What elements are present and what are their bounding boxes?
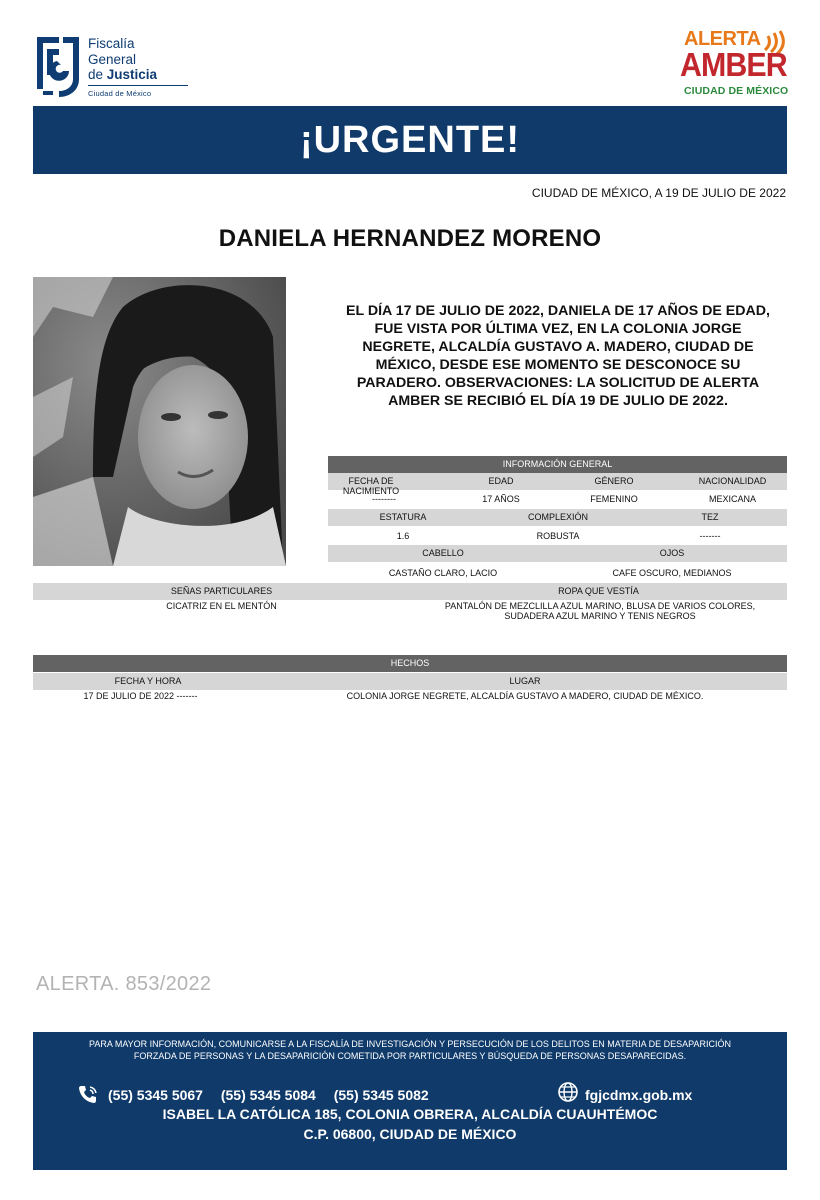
alert-number: ALERTA. 853/2022 [36, 973, 212, 995]
missing-person-photo [33, 277, 286, 566]
amber-city-text: CIUDAD DE MÉXICO [684, 85, 789, 97]
value-tez: ------- [699, 531, 721, 541]
header-fecha-hora: FECHA Y HORA [114, 676, 182, 686]
fgj-subtitle: Ciudad de México [88, 89, 152, 98]
urgent-banner [33, 106, 787, 174]
hechos-header [33, 673, 787, 690]
value-edad: 17 AÑOS [482, 494, 520, 504]
urgent-title: ¡URGENTE! [299, 118, 521, 161]
fgj-line3-bold: Justicia [106, 67, 158, 82]
footer-phones [108, 1087, 443, 1103]
value-complexion: ROBUSTA [536, 531, 580, 541]
fgj-emblem-icon [33, 33, 83, 99]
value-estatura: 1.6 [396, 531, 410, 541]
header-genero: GÉNERO [594, 476, 634, 486]
date-line: CIUDAD DE MÉXICO, A 19 DE JULIO DE 2022 [531, 186, 786, 200]
fgj-divider [88, 85, 188, 86]
value-fecha-nacimiento: -------- [372, 494, 396, 504]
amber-alerta-text: ALERTA [684, 28, 761, 50]
info-row4-header [33, 583, 787, 600]
info-row1-header [328, 473, 787, 496]
footer-info [33, 1038, 787, 1062]
phone-icon [77, 1084, 99, 1104]
header-complexion: COMPLEXIÓN [527, 512, 588, 522]
header-tez: TEZ [701, 512, 719, 522]
globe-icon [557, 1081, 579, 1103]
case-description: EL DÍA 17 DE JULIO DE 2022, DANIELA DE 17 AÑOS DE EDAD, FUE VISTA POR ÚLTIMA VEZ, EN LA COLONIA JORGE NEGRETE, ALCALDÍA GUSTAVO A. MADERO, CIUDAD DE MÉXICO, DESDE ESE MOMENTO SE DESCONOCE SU PARADERO. OBSERVACIONES: LA SOLICITUD DE ALERTA AMBER SE RECIBIÓ EL DÍA 19 DE JULIO DE 2022. [346, 303, 770, 409]
photo-image [33, 277, 286, 566]
header-ojos: OJOS [659, 548, 685, 558]
value-fecha-hora: 17 DE JULIO DE 2022 ------- [83, 691, 198, 701]
header-fecha-nacimiento: FECHA DE NACIMIENTO [342, 476, 400, 496]
fgj-logo [33, 33, 173, 103]
footer-postal: C.P. 06800, CIUDAD DE MÉXICO [303, 1126, 517, 1142]
footer [33, 1032, 787, 1170]
info-row2-header [328, 509, 787, 526]
footer-website[interactable]: fgjcdmx.gob.mx [585, 1087, 693, 1103]
phone-number-3[interactable]: (55) 5345 5082 [333, 1087, 429, 1103]
value-genero: FEMENINO [590, 494, 638, 504]
phone-number-2[interactable]: (55) 5345 5084 [220, 1087, 316, 1103]
header-nacionalidad: NACIONALIDAD [698, 476, 767, 486]
fgj-line2: General [88, 51, 137, 67]
phone-number-1[interactable]: (55) 5345 5067 [108, 1087, 203, 1103]
value-cabello: CASTAÑO CLARO, LACIO [388, 568, 498, 578]
value-ojos: CAFE OSCURO, MEDIANOS [612, 568, 732, 578]
fgj-text [88, 36, 157, 83]
footer-address: ISABEL LA CATÓLICA 185, COLONIA OBRERA, ALCALDÍA CUAUHTÉMOC [162, 1106, 658, 1122]
fgj-line3-prefix: de [88, 67, 107, 82]
footer-info-line2: FORZADA DE PERSONAS Y LA DESAPARICIÓN COMETIDA POR PARTICULARES Y BÚSQUEDA DE PERSONAS DESAPARECIDAS. [133, 1051, 687, 1061]
header-estatura: ESTATURA [379, 512, 427, 522]
info-general-title: INFORMACIÓN GENERAL [328, 456, 787, 473]
header-cabello: CABELLO [422, 548, 464, 558]
fgj-line3 [88, 67, 157, 83]
value-nacionalidad: MEXICANA [708, 494, 756, 504]
info-row3-header [328, 545, 787, 562]
person-name: DANIELA HERNANDEZ MORENO [218, 225, 602, 252]
value-lugar: COLONIA JORGE NEGRETE, ALCALDÍA GUSTAVO A MADERO, CIUDAD DE MÉXICO. [346, 691, 704, 701]
value-ropa: PANTALÓN DE MEZCLILLA AZUL MARINO, BLUSA DE VARIOS COLORES, SUDADERA AZUL MARINO Y TENIS NEGROS [444, 601, 756, 621]
header-lugar: LUGAR [509, 676, 541, 686]
header-senas-particulares: SEÑAS PARTICULARES [170, 586, 273, 596]
value-senas-particulares: CICATRIZ EN EL MENTÓN [166, 601, 277, 611]
hechos-title: HECHOS [33, 655, 787, 672]
footer-info-line1: PARA MAYOR INFORMACIÓN, COMUNICARSE A LA FISCALÍA DE INVESTIGACIÓN Y PERSECUCIÓN DE LOS DELITOS EN MATERIA DE DESAPARICIÓN [89, 1039, 731, 1049]
header-edad: EDAD [488, 476, 514, 486]
fgj-line1: Fiscalía [88, 36, 135, 51]
header-ropa: ROPA QUE VESTÍA [558, 586, 639, 596]
alerta-amber-logo [680, 28, 790, 103]
amber-amber-text: AMBER [680, 46, 787, 83]
